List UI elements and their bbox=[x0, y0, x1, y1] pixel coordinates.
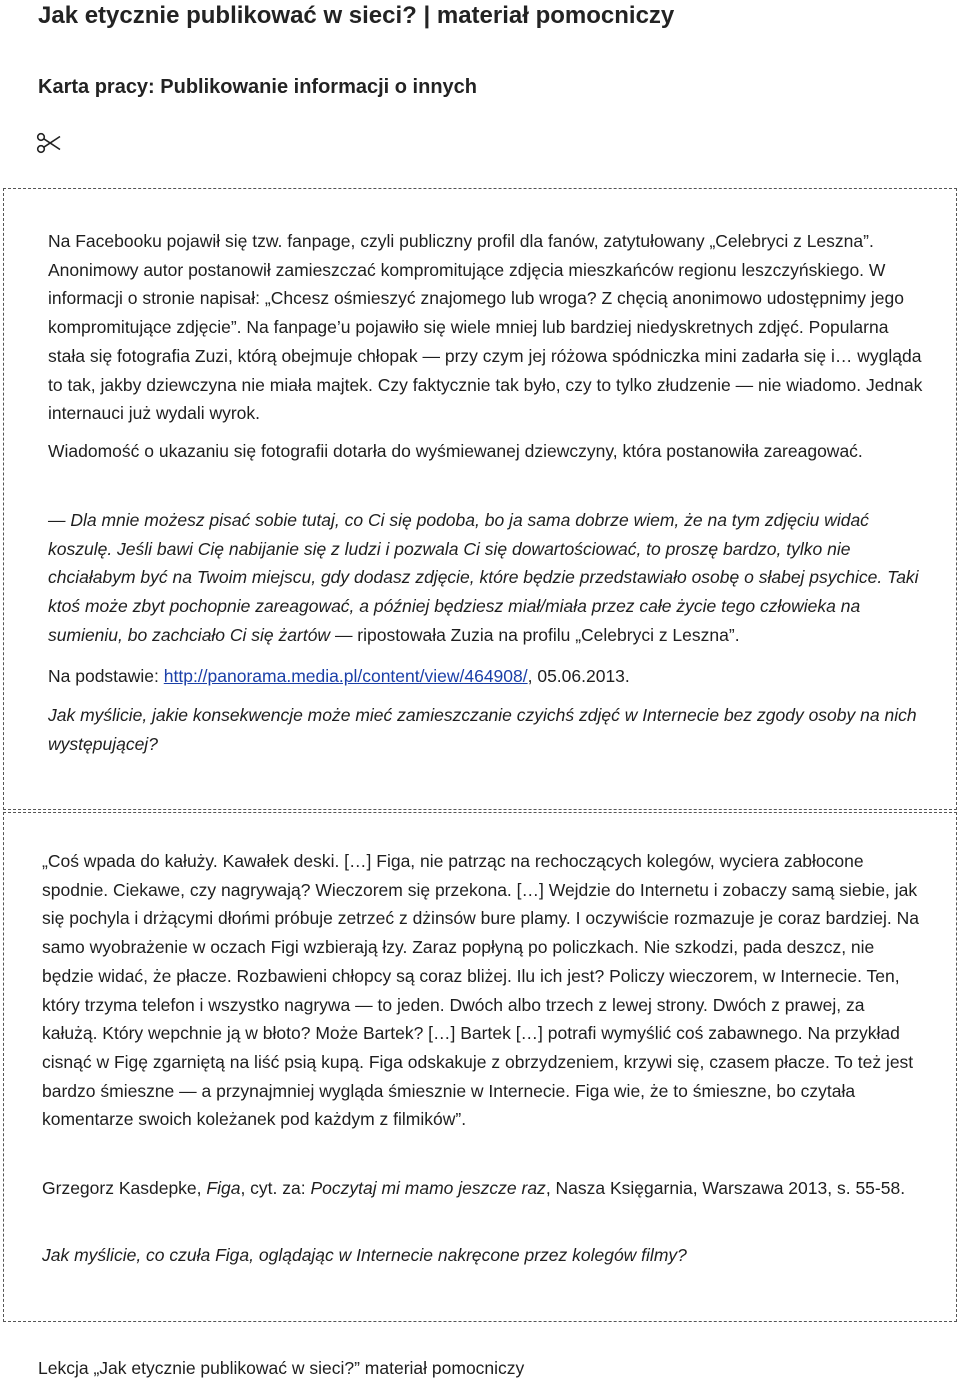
quote-paragraph bbox=[48, 506, 928, 650]
page-footer: Lekcja „Jak etycznie publikować w sieci?” materiał pomocniczy bbox=[38, 1358, 525, 1378]
source-suffix: , 05.06.2013. bbox=[527, 666, 630, 686]
scissors-icon bbox=[36, 130, 62, 156]
citation-author: Grzegorz Kasdepke, bbox=[42, 1178, 207, 1198]
story-paragraph: Na Facebooku pojawił się tzw. fanpage, czyli publiczny profil dla fanów, zatytułowany „Celebryci z Leszna”. Anonimowy autor postanowił zamieszczać kompromitujące zdjęcia mieszkańców regionu leszczyńskiego. W informacji o stronie napisał: „Chcesz ośmieszyć znajomego lub wroga? Z chęcią anonimowo udostępnimy jego kompromitujące zdjęcie”. Na fanpage’u pojawiło się wiele mniej lub bardziej niedyskretnych zdjęć. Popularna stała się fotografia Zuzi, którą obejmuje chłopak — przy czym jej różowa spódniczka mini zadarła się i… wygląda to tak, jakby dziewczyna nie miała majtek. Czy faktycznie tak było, czy to tylko złudzenie — nie wiadomo. Jednak internauci już wydali wyrok. bbox=[48, 231, 923, 424]
discussion-question: Jak myślicie, jakie konsekwencje może mieć zamieszczanie czyichś zdjęć w Internecie bez zgody osoby na nich występującej? bbox=[48, 705, 917, 754]
page-title: Jak etycznie publikować w sieci? | materiał pomocniczy bbox=[38, 2, 675, 29]
worksheet-card-facebook bbox=[3, 188, 957, 810]
source-line bbox=[48, 662, 928, 691]
quote-italic: — Dla mnie możesz pisać sobie tutaj, co Ci się podoba, bo ja sama dobrze wiem, że na tym zdjęciu widać koszulę. Jeśli bawi Cię nabijanie się z ludzi i pozwala Ci się dowartościować, to proszę bardzo, tylko nie chciałabym być na Twoim miejscu, gdy dodasz zdjęcie, które będzie przedstawiało osobę o słabej psychice. Taki ktoś może zbyt pochopnie zareagować, a później będziesz miał/miała przez całe życie tego człowieka na sumieniu, bo zachciało Ci się żartów bbox=[48, 510, 919, 645]
quote-tail: — ripostowała Zuzia na profilu „Celebryci z Leszna”. bbox=[330, 624, 740, 645]
reaction-paragraph: Wiadomość o ukazaniu się fotografii dotarła do wyśmiewanej dziewczyny, która postanowiła zareagować. bbox=[48, 441, 863, 461]
worksheet-card-figa bbox=[3, 812, 957, 1322]
citation-title: Figa bbox=[206, 1178, 241, 1198]
source-link[interactable]: http://panorama.media.pl/content/view/464908/ bbox=[163, 666, 528, 686]
citation bbox=[42, 1174, 924, 1203]
citation-tail: , Nasza Księgarnia, Warszawa 2013, s. 55-58. bbox=[545, 1178, 906, 1198]
source-prefix: Na podstawie: bbox=[48, 666, 164, 686]
citation-book: Poczytaj mi mamo jeszcze raz bbox=[310, 1178, 546, 1198]
citation-mid: , cyt. za: bbox=[240, 1178, 311, 1198]
worksheet-subtitle: Karta pracy: Publikowanie informacji o innych bbox=[38, 76, 477, 98]
discussion-question: Jak myślicie, co czuła Figa, oglądając w Internecie nakręcone przez kolegów filmy? bbox=[42, 1245, 687, 1265]
book-excerpt: „Coś wpada do kałuży. Kawałek deski. […] Figa, nie patrząc na rechoczących kolegów, wyciera zabłocone spodnie. Ciekawe, czy nagrywają? Wieczorem się przekona. […] Wejdzie do Internetu i zobaczy samą siebie, jak się pochyla i drżącymi dłońmi próbuje zetrzeć z dżinsów bure plamy. I oczywiście rozmazuje je coraz bardziej. Na samo wyobrażenie w oczach Figi wzbierają łzy. Zaraz popłyną po policzkach. Nie szkodzi, pada deszcz, nie będzie widać, że płacze. Rozbawieni chłopcy są coraz bliżej. Ilu ich jest? Policzy wieczorem, w Internecie. Ten, który trzyma telefon i wszystko nagrywa — to jeden. Dwóch albo trzech z lewej strony. Dwóch z prawej, za kałużą. Który wepchnie ją w błoto? Może Bartek? […] Bartek […] potrafi wymyślić coś zabawnego. Na przykład cisnąć w Figę zgarniętą na liść psią kupą. Figa odskakuje z obrzydzeniem, krzywi się, czasem płacze. To też jest bardzo śmieszne — a przynajmniej wygląda śmiesznie w Internecie. Figa wie, że to śmieszne, bo czytała komentarze swoich koleżanek pod każdym z filmików”. bbox=[42, 851, 919, 1130]
